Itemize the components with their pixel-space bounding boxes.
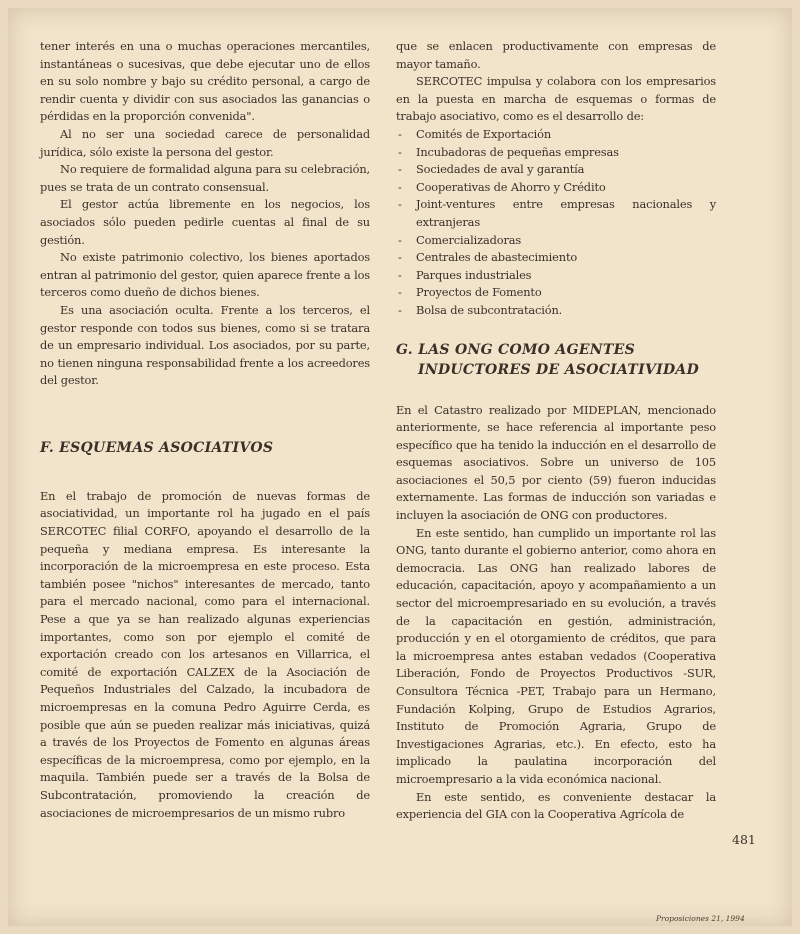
paragraph: No existe patrimonio colectivo, los bienes aportados entran al patrimonio del gestor, quien aparece frente a los terceros como dueño de dichos bienes. — [40, 250, 370, 300]
paragraph: En el trabajo de promoción de nuevas formas de asociatividad, un importante rol ha jugado en el país SERCOTEC filial CORFO, apoyando el desarrollo de la pequeña y mediana empresa. Es interesante la incorporación de la microempresa en este proceso. Esta también posee "nichos" interesantes de mercado, tanto para el mercado nacional, como para el internacional. Pese a que ya se han realizado algunas experiencias importantes, como son por ejemplo el comité de exportación creado con los artesanos en Villarrica, el comité de exportación CALZEX de la Asociación de Pequeños Industriales del Calzado, la incubadora de microempresas en la comuna Pedro Aguirre Cerda, es posible que aún se pueden realizar más iniciativas, quizá a través de los Proyectos de Fomento en algunas áreas específicas de la microempresa, como por ejemplo, en la maquila. También puede ser a través de la Bolsa de Subcontratación, promoviendo la creación de asociaciones de microempresarios de un mismo rubro — [40, 488, 370, 820]
list-item: - Centrales de abastecimiento — [396, 249, 716, 267]
associative-forms-list — [396, 126, 716, 320]
list-item: - Cooperativas de Ahorro y Crédito — [396, 179, 716, 197]
left-column — [40, 38, 370, 822]
list-item: - Parques industriales — [396, 267, 716, 285]
footer-citation: Proposiciones 21, 1994 — [656, 914, 745, 923]
right-column — [396, 38, 716, 824]
section-title-g — [396, 340, 716, 380]
list-item: - Bolsa de subcontratación. — [396, 302, 716, 320]
paragraph: En este sentido, es conveniente destacar la experiencia del GIA con la Cooperativa Agrícola de — [396, 789, 716, 822]
paragraph: SERCOTEC impulsa y colabora con los empresarios en la puesta en marcha de esquemas o formas de trabajo asociativo, como es el desarrollo de: — [396, 74, 716, 124]
paragraph: En el Catastro realizado por MIDEPLAN, mencionado anteriormente, se hace referencia al importante peso específico que ha tenido la inducción en el desarrollo de esquemas asociativos. Sobre un universo de 105 asociaciones el 50,5 por ciento (59) fueron inducidas externamente. Las formas de inducción son variadas e incluyen la asociación de ONG con productores. — [396, 402, 716, 523]
page-number: 481 — [732, 832, 756, 847]
list-item: - Joint-ventures entre empresas nacionales y extranjeras — [396, 196, 716, 231]
document-page — [8, 8, 792, 926]
list-item: - Proyectos de Fomento — [396, 284, 716, 302]
paragraph: Al no ser una sociedad carece de personalidad jurídica, sólo existe la persona del gestor. — [40, 126, 370, 159]
paragraph: El gestor actúa libremente en los negocios, los asociados sólo pueden pedirle cuentas al final de su gestión. — [40, 197, 370, 247]
list-item: - Incubadoras de pequeñas empresas — [396, 144, 716, 162]
paragraph: En este sentido, han cumplido un importante rol las ONG, tanto durante el gobierno anterior, como ahora en democracia. Las ONG han realizado labores de educación, capacitación, apoyo y acompañamiento a un sector del microempresariado en su evolución, a través de la capacitación en gestión, administración, producción y en el otorgamiento de créditos, que para la microempresa antes estaban vedados (Cooperativa Liberación, Fondo de Proyectos Productivos -SUR, Consultora Técnica -PET, Trabajo para un Hermano, Fundación Kolping, Grupo de Estudios Agrarios, Instituto de Promoción Agraria, Grupo de Investigaciones Agrarias, etc.). En efecto, esto ha implicado la paulatina incorporación del microempresario a la vida económica nacional. — [396, 525, 716, 786]
list-item: - Sociedades de aval y garantía — [396, 161, 716, 179]
list-item: - Comités de Exportación — [396, 126, 716, 144]
section-title-f: F. ESQUEMAS ASOCIATIVOS — [40, 439, 274, 456]
paragraph: No requiere de formalidad alguna para su celebración, pues se trata de un contrato consensual. — [40, 162, 370, 194]
paragraph-continuation: que se enlacen productivamente con empresas de mayor tamaño. — [396, 39, 716, 71]
list-item: - Comercializadoras — [396, 232, 716, 250]
paragraph-continuation: tener interés en una o muchas operaciones mercantiles, instantáneas o sucesivas, que debe ejecutar uno de ellos en su solo nombre y bajo su crédito personal, a cargo de rendir cuenta y dividir con sus asociados las ganancias o pérdidas en la proporción convenida". — [40, 39, 370, 124]
paragraph: Es una asociación oculta. Frente a los terceros, el gestor responde con todos sus bienes, como si se tratara de un empresario individual. Los asociados, por su parte, no tienen ninguna responsabilidad frente a los acreedores del gestor. — [40, 302, 370, 388]
section-title-g-line1: G. LAS ONG COMO AGENTES — [396, 341, 636, 358]
section-title-g-line2: INDUCTORES DE ASOCIATIVIDAD — [418, 361, 700, 378]
